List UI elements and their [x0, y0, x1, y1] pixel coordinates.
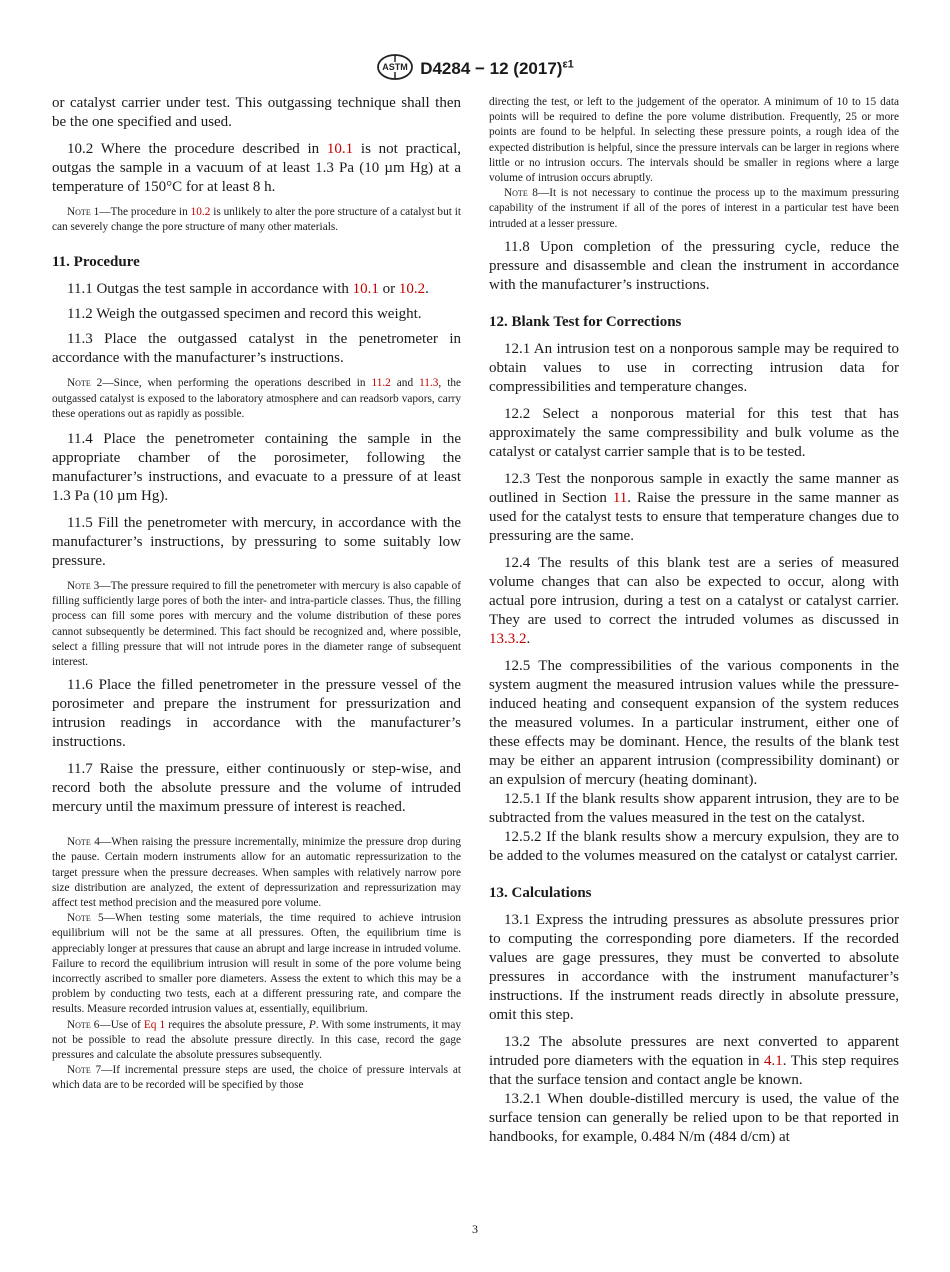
paragraph-12-3: 12.3 Test the nonporous sample in exactly the same manner as outlined in Section 11. Raise the pressure in the same manner as used for the catalyst tests to ensure that temperature changes due to pressuring are the same.: [489, 470, 899, 544]
paragraph-13-1: 13.1 Express the intruding pressures as absolute pressures prior to computing the corresponding pore diameters. If the recorded values are gage pressures, they must be converted to absolute pressures in accordance with the instrument manufacturer’s instructions. If the instrument reads directly in absolute pressure, omit this step.: [489, 911, 899, 1023]
ref-link[interactable]: Eq 1: [143, 1018, 166, 1031]
paragraph-10-2: 10.2 Where the procedure described in 10.1 is not practical, outgas the sample in a vacuum of at least 1.3 Pa (10 µm Hg) at a temperature of 150°C for at least 8 h.: [52, 141, 461, 195]
paragraph-12-5-2: 12.5.2 If the blank results show a mercury expulsion, they are to be added to the volumes measured on the catalyst or catalyst carrier.: [489, 828, 899, 864]
note-7-continued: directing the test, or left to the judgement of the operator. A minimum of 10 to 15 data points will be required to define the pore volume distribution. Frequently, 25 or more points are found to be helpful. In selecting these pressure points, a rough idea of the expected distribution is helpful, since the pressure intervals can be larger in regions where little or no intrusion occurs. The intervals should be smaller in regions where a large volume of intrusion occurs abruptly.: [489, 96, 899, 185]
section-heading-11: 11. Procedure: [52, 254, 140, 271]
paragraph-12-5: 12.5 The compressibilities of the various components in the system augment the measured intrusion values while the pressure-induced heating and consequent expansion of the system reduces the measured volumes. In a particular instrument, either one of these effects may be dominant. Hence, the results of the blank test may be either an apparent intrusion (compressibility dominant) or an expulsion of mercury (heating dominant).: [489, 657, 899, 788]
ref-link[interactable]: 10.2: [398, 281, 426, 298]
ref-link[interactable]: 10.1: [352, 281, 379, 298]
left-column: [52, 94, 461, 1094]
paragraph-12-2: 12.2 Select a nonporous material for this test that has approximately the same compressibility and bulk volume as the catalyst or catalyst carrier sample that is to be tested.: [489, 405, 899, 460]
paragraph-11-7: 11.7 Raise the pressure, either continuously or step-wise, and record both the absolute pressure and the volume of intruded mercury until the maximum pressure of interest is reached.: [52, 761, 461, 816]
paragraph-13-2: 13.2 The absolute pressures are next converted to apparent intruded pore diameters with the equation in 4.1. This step requires that the surface tension and contact angle be known.: [489, 1033, 899, 1088]
paragraph-11-8: 11.8 Upon completion of the pressuring cycle, reduce the pressure and disassemble and clean the instrument in accordance with the manufacturer’s instructions.: [489, 238, 899, 293]
note-1: Note 1—The procedure in 10.2 is unlikely to alter the pore structure of a catalyst but it can severely change the pore structure of many other materials.: [52, 206, 461, 234]
astm-logo-icon: [376, 54, 414, 85]
paragraph-11-1: 11.1 Outgas the test sample in accordance with 10.1 or 10.2.: [67, 281, 429, 298]
section-heading-12: 12. Blank Test for Corrections: [489, 313, 682, 330]
ref-link[interactable]: 4.1: [764, 1052, 783, 1069]
paragraph-13-2-1: 13.2.1 When double-distilled mercury is used, the value of the surface tension can generally be relied upon to be that reported in handbooks, for example, 0.484 N/m (484 d/cm) at: [489, 1090, 899, 1145]
paragraph-12-1: 12.1 An intrusion test on a nonporous sample may be required to obtain values to use in correcting intrusion data for compressibilities and temperature changes.: [489, 340, 899, 395]
note-8: Note 8—It is not necessary to continue the process up to the maximum pressuring capability of the instrument if all of the pores of interest in a particular test have been intruded at a lesser pressure.: [489, 187, 899, 230]
note-2: Note 2—Since, when performing the operations described in 11.2 and 11.3, the outgassed catalyst is exposed to the laboratory atmosphere and can readsorb vapors, carry these operations out as rapidly as possible.: [52, 377, 462, 420]
paragraph-12-4: 12.4 The results of this blank test are a series of measured volume changes that can also be expected to occur, along with actual pore intrusion, during a test on a catalyst or catalyst carrier. They are used to correct the intruded volumes as discussed in 13.3.2.: [489, 554, 899, 647]
ref-link[interactable]: 10.2: [190, 206, 211, 218]
note-3: Note 3—The pressure required to fill the penetrometer with mercury is also capable of filling sufficiently large pores of both the inter- and intra-particle classes. Thus, the filling process can fill some pores with mercury and the volume distribution of these pores cannot subsequently be determined. This fact should be recognized and, where possible, select a filling pressure that will not intrude pores in the diameter range of subsequent interest.: [52, 580, 461, 669]
paragraph-11-5: 11.5 Fill the penetrometer with mercury, in accordance with the manufacturer’s instructions, by pressuring to some suitably low pressure.: [52, 515, 461, 570]
note-4: Note 4—When raising the pressure incrementally, minimize the pressure drop during the pause. Certain modern instruments allow for an automatic repressurization to the target pressure when the pressure decreases. When samples with relatively narrow pore size distribution are analyzed, the extent of depressurization and repressurization may affect test method precision and the measured pore volume.: [52, 836, 461, 910]
ref-link[interactable]: 11.3: [419, 377, 439, 390]
svg-text:ASTM: ASTM: [382, 62, 408, 72]
epsilon-superscript: ε1: [562, 58, 574, 71]
paragraph-11-2: 11.2 Weigh the outgassed specimen and record this weight.: [67, 306, 422, 323]
paragraph-12-5-1: 12.5.1 If the blank results show apparent intrusion, they are to be subtracted from the values measured in the test on the catalyst.: [489, 790, 899, 826]
ref-link[interactable]: 11.2: [371, 377, 391, 390]
ref-link[interactable]: 13.3.2: [489, 630, 527, 647]
paragraph-11-3: 11.3 Place the outgassed catalyst in the penetrometer in accordance with the manufacturer’s instructions.: [52, 331, 461, 367]
note-7: Note 7—If incremental pressure steps are used, the choice of pressure intervals at which data are to be recorded will be specified by those: [52, 1064, 461, 1092]
paragraph-11-4: 11.4 Place the penetrometer containing the sample in the appropriate chamber of the porosimeter, following the manufacturer’s instructions, and evacuate to a pressure of at least 1.3 Pa (10 µm Hg).: [52, 431, 461, 505]
right-column: [489, 95, 899, 1147]
paragraph-11-6: 11.6 Place the filled penetrometer in the pressure vessel of the porosimeter and prepare the instrument for pressurization and intrusion readings in accordance with the manufacturer’s instructions.: [52, 677, 461, 751]
page-header: [0, 54, 950, 85]
ref-link[interactable]: 11: [612, 489, 628, 506]
section-heading-13: 13. Calculations: [489, 884, 592, 901]
designation: D4284 − 12 (2017): [420, 58, 563, 78]
page-number: 3: [472, 1222, 478, 1236]
ref-link[interactable]: 10.1: [326, 141, 354, 157]
paragraph-cont: or catalyst carrier under test. This outgassing technique shall then be the one specified and used.: [52, 95, 461, 130]
note-5: Note 5—When testing some materials, the time required to achieve intrusion equilibrium will not be the same at all pressures. Often, the equilibrium time is appreciably longer at pressures that cause an abrupt and large increase in intruded volume. Failure to record the equilibrium intrusion will result in some of the pore volume being incorrectly ascribed to smaller pore diameters. Assess the extent to which this may be a problem by conducting two tests, each at a different pressuring rate, and compare the results. Measure recorded intrusion values at, essentially, equilibrium.: [52, 912, 461, 1016]
note-6: Note 6—Use of Eq 1 requires the absolute pressure, P. With some instruments, it may not be possible to read the absolute pressure directly. In this case, record the gage pressures and calculate the absolute pressures subsequently.: [52, 1018, 461, 1062]
